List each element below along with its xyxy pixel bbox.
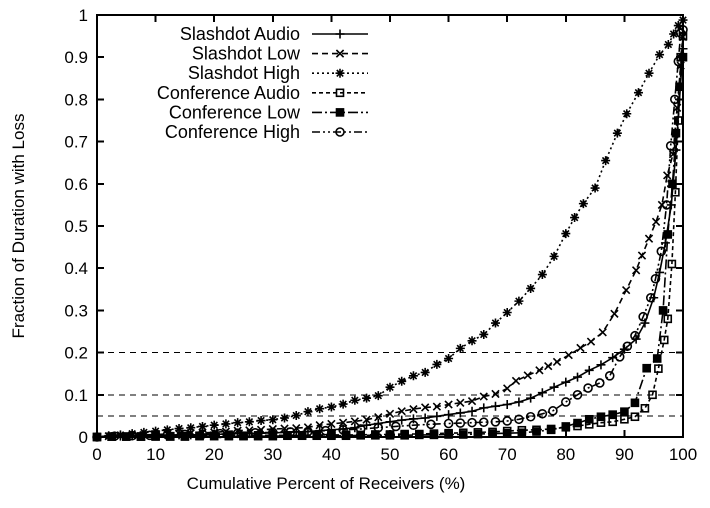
series-marker-slashdot-high bbox=[350, 396, 359, 405]
series-marker-slashdot-high bbox=[664, 40, 673, 49]
series-marker-slashdot-high bbox=[397, 377, 406, 386]
series-marker-slashdot-high bbox=[613, 129, 622, 138]
legend-marker-slashdot-high bbox=[336, 69, 345, 78]
legend-item-slashdot-audio bbox=[180, 24, 368, 44]
series-marker-conference-low bbox=[631, 399, 638, 406]
y-tick-label: 0.1 bbox=[64, 385, 88, 405]
series-marker-conference-low bbox=[676, 83, 683, 90]
x-tick-label: 60 bbox=[439, 445, 459, 464]
series-marker-slashdot-high bbox=[622, 109, 631, 118]
series-marker-conference-low bbox=[504, 430, 511, 437]
series-marker-conference-low bbox=[518, 429, 525, 436]
series-marker-slashdot-high bbox=[514, 297, 523, 306]
y-tick-label: 0.3 bbox=[64, 301, 88, 321]
legend-marker-conference-low bbox=[337, 109, 344, 116]
series-marker-slashdot-audio bbox=[585, 366, 594, 375]
series-marker-slashdot-low bbox=[553, 358, 560, 365]
legend-label: Conference Low bbox=[168, 102, 300, 123]
series-marker-slashdot-high bbox=[570, 213, 579, 222]
series-marker-conference-low bbox=[672, 130, 679, 137]
series-marker-conference-high bbox=[616, 353, 624, 361]
plot-area bbox=[64, 6, 697, 464]
x-tick-label: 40 bbox=[321, 445, 341, 464]
legend bbox=[157, 24, 368, 142]
series-marker-conference-low bbox=[609, 411, 616, 418]
series-marker-slashdot-high bbox=[432, 360, 441, 369]
legend-label: Conference High bbox=[164, 122, 300, 142]
series-marker-slashdot-high bbox=[601, 156, 610, 165]
series-marker-conference-low bbox=[460, 431, 467, 438]
series-marker-conference-low bbox=[669, 180, 676, 187]
legend-label: Slashdot High bbox=[187, 63, 300, 84]
series-marker-slashdot-audio bbox=[573, 373, 582, 382]
series-marker-slashdot-low bbox=[492, 390, 499, 397]
series-marker-slashdot-audio bbox=[596, 360, 605, 369]
x-tick-label: 90 bbox=[614, 445, 634, 464]
legend-item-slashdot-low bbox=[192, 44, 368, 64]
series-marker-slashdot-high bbox=[526, 284, 535, 293]
y-axis-title: Fraction of Duration with Loss bbox=[9, 113, 28, 339]
legend-marker-slashdot-audio bbox=[336, 30, 345, 39]
x-tick-label: 30 bbox=[263, 445, 283, 464]
series-marker-conference-low bbox=[654, 355, 661, 362]
series-marker-slashdot-high bbox=[591, 184, 600, 193]
series-marker-slashdot-high bbox=[315, 404, 324, 413]
series-marker-conference-low bbox=[643, 365, 650, 372]
series-marker-conference-low bbox=[533, 428, 540, 435]
x-tick-label: 0 bbox=[92, 445, 102, 464]
series-marker-slashdot-low bbox=[577, 344, 584, 351]
series-marker-slashdot-low bbox=[611, 310, 618, 317]
series-marker-slashdot-high bbox=[550, 252, 559, 261]
y-tick-label: 0.6 bbox=[64, 174, 88, 194]
series-marker-conference-low bbox=[586, 416, 593, 423]
series-marker-slashdot-high bbox=[268, 415, 277, 424]
series-marker-conference-low bbox=[372, 432, 379, 439]
series-marker-conference-low bbox=[137, 433, 144, 440]
series-marker-conference-low bbox=[387, 432, 394, 439]
series-marker-slashdot-high bbox=[655, 50, 664, 59]
series-marker-slashdot-high bbox=[561, 229, 570, 238]
series-marker-slashdot-high bbox=[257, 416, 266, 425]
legend-item-conference-low bbox=[169, 102, 368, 122]
series-marker-slashdot-high bbox=[491, 319, 500, 328]
x-tick-label: 10 bbox=[146, 445, 166, 464]
series-marker-slashdot-high bbox=[456, 344, 465, 353]
series-marker-conference-low bbox=[445, 431, 452, 438]
series-marker-slashdot-high bbox=[503, 308, 512, 317]
series-marker-slashdot-high bbox=[245, 417, 254, 426]
x-axis-title: Cumulative Percent of Receivers (%) bbox=[186, 474, 466, 493]
series-marker-slashdot-high bbox=[479, 330, 488, 339]
series-marker-slashdot-audio bbox=[468, 407, 477, 416]
x-tick-label: 50 bbox=[380, 445, 400, 464]
series-marker-slashdot-low bbox=[565, 352, 572, 359]
series-marker-slashdot-low bbox=[504, 385, 511, 392]
y-tick-label: 0.5 bbox=[64, 217, 88, 236]
series-marker-conference-low bbox=[313, 432, 320, 439]
series-marker-slashdot-low bbox=[645, 235, 652, 242]
plot-border bbox=[97, 15, 683, 437]
y-tick-label: 0.2 bbox=[64, 343, 88, 363]
series-marker-slashdot-audio bbox=[386, 417, 395, 426]
series-marker-slashdot-low bbox=[536, 367, 543, 374]
series-marker-slashdot-high bbox=[210, 421, 219, 430]
legend-label: Slashdot Audio bbox=[179, 24, 300, 44]
series-marker-conference-low bbox=[574, 420, 581, 427]
series-marker-slashdot-low bbox=[545, 363, 552, 370]
series-marker-slashdot-high bbox=[468, 336, 477, 345]
series-marker-slashdot-audio bbox=[432, 412, 441, 421]
legend-label: Conference Audio bbox=[156, 82, 300, 103]
x-tick-label: 20 bbox=[204, 445, 224, 464]
legend-item-conference-audio bbox=[157, 83, 368, 103]
series-marker-slashdot-high bbox=[339, 400, 348, 409]
series-marker-slashdot-high bbox=[292, 411, 301, 420]
legend-item-slashdot-high bbox=[188, 63, 368, 83]
series-marker-slashdot-high bbox=[579, 199, 588, 208]
series-marker-conference-low bbox=[548, 426, 555, 433]
series-marker-slashdot-low bbox=[512, 377, 519, 384]
y-tick-label: 0.4 bbox=[64, 259, 88, 279]
series-marker-slashdot-high bbox=[327, 403, 336, 412]
series-marker-slashdot-high bbox=[362, 394, 371, 403]
series-marker-slashdot-high bbox=[645, 69, 654, 78]
series-marker-conference-low bbox=[621, 408, 628, 415]
series-marker-slashdot-high bbox=[303, 407, 312, 416]
series-marker-conference-high bbox=[445, 419, 453, 427]
x-tick-label: 80 bbox=[556, 445, 576, 464]
series-marker-slashdot-high bbox=[386, 383, 395, 392]
series-marker-slashdot-high bbox=[374, 391, 383, 400]
series-marker-slashdot-high bbox=[221, 419, 230, 428]
series-marker-conference-low bbox=[474, 431, 481, 438]
series-marker-slashdot-high bbox=[679, 16, 688, 25]
series-marker-conference-high bbox=[606, 372, 614, 380]
series-marker-conference-low bbox=[562, 423, 569, 430]
series-marker-conference-low bbox=[489, 430, 496, 437]
series-marker-slashdot-low bbox=[599, 329, 606, 336]
series-marker-conference-low bbox=[597, 413, 604, 420]
y-tick-label: 0.7 bbox=[64, 132, 88, 152]
series-marker-slashdot-high bbox=[444, 354, 453, 363]
series-marker-conference-low bbox=[430, 431, 437, 438]
legend-label: Slashdot Low bbox=[191, 43, 300, 64]
y-tick-label: 0 bbox=[78, 428, 88, 447]
series-marker-slashdot-low bbox=[587, 338, 594, 345]
legend-item-conference-high bbox=[165, 122, 368, 142]
series-marker-slashdot-high bbox=[233, 418, 242, 427]
y-tick-label: 0.9 bbox=[64, 48, 88, 68]
series-marker-conference-low bbox=[416, 431, 423, 438]
series-marker-slashdot-low bbox=[623, 287, 630, 294]
series-marker-slashdot-high bbox=[409, 371, 418, 380]
series-marker-slashdot-high bbox=[538, 270, 547, 279]
series-marker-conference-low bbox=[664, 231, 671, 238]
series-marker-slashdot-audio bbox=[503, 400, 512, 409]
series-marker-slashdot-low bbox=[524, 372, 531, 379]
series-marker-slashdot-high bbox=[634, 88, 643, 97]
x-tick-label: 70 bbox=[497, 445, 517, 464]
series-marker-conference-low bbox=[660, 307, 667, 314]
series-marker-slashdot-audio bbox=[538, 388, 547, 397]
series-marker-slashdot-audio bbox=[561, 378, 570, 387]
series-marker-slashdot-audio bbox=[479, 403, 488, 412]
series-marker-slashdot-audio bbox=[550, 383, 559, 392]
x-tick-label: 100 bbox=[668, 445, 698, 464]
series-marker-slashdot-low bbox=[633, 267, 640, 274]
y-tick-label: 1 bbox=[78, 6, 88, 25]
series-marker-slashdot-low bbox=[638, 252, 645, 259]
series-marker-conference-high bbox=[596, 379, 604, 387]
series-marker-conference-low bbox=[401, 432, 408, 439]
y-tick-label: 0.8 bbox=[64, 90, 88, 110]
series-marker-slashdot-audio bbox=[444, 410, 453, 419]
series-marker-slashdot-audio bbox=[514, 397, 523, 406]
series-marker-slashdot-audio bbox=[491, 402, 500, 411]
series-marker-slashdot-high bbox=[280, 414, 289, 423]
series-marker-slashdot-high bbox=[421, 368, 430, 377]
